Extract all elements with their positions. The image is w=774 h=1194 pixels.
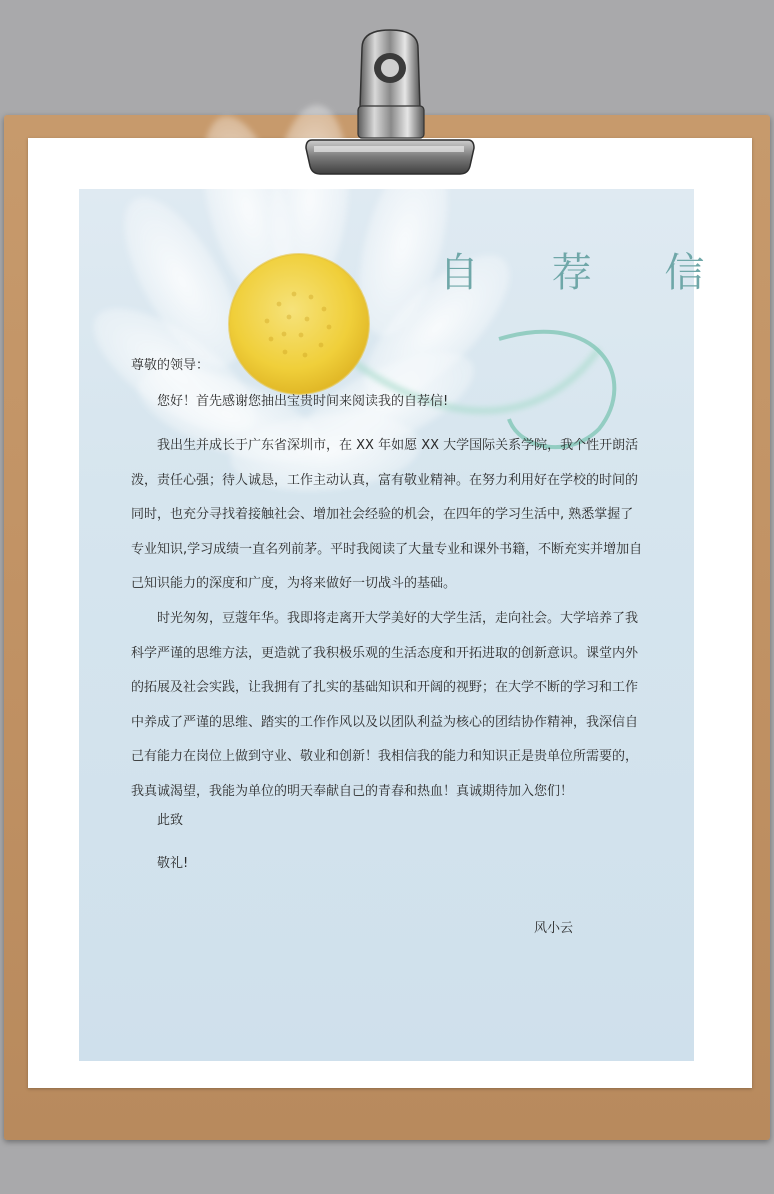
salutation: 尊敬的领导： [131,358,210,373]
body-paragraph-1: 我出生并成长于广东省深圳市，在 XX 年如愿 XX 大学国际关系学院，我个性开朗活泼，责任心强；待人诚恳，工作主动认真，富有敬业精神。在努力利用好在学校的时间的同时，也充分寻找着接触社会、增加社会经验的机会，在四年的学习生活中, 熟悉掌握了专业知识,学习成绩一直名列前茅。平时我阅读了大量专业和课外书籍，不断充实并增加自己知识能力的深度和广度，为将来做好一切战斗的基础。 [131,438,643,592]
closing-line-1: 此致 [157,813,184,828]
body-paragraph-2: 时光匆匆，豆蔻年华。我即将走离开大学美好的大学生活，走向社会。大学培养了我科学严谨的思维方法，更造就了我积极乐观的生活态度和开拓进取的创新意识。课堂内外的拓展及社会实践，让我拥有了扎实的基础知识和开阔的视野；在大学不断的学习和工作中养成了严谨的思维、踏实的工作作风以及以团队利益为核心的团结协作精神，我深信自己有能力在岗位上做到守业、敬业和创新！我相信我的能力和知识正是贵单位所需要的，我真诚渴望，我能为单位的明天奉献自己的青春和热血！真诚期待加入您们！ [131,611,639,799]
signature: 风小云 [534,921,574,936]
closing-line-2: 敬礼! [157,856,189,871]
letter-page [79,189,735,1061]
letter-title: 自 荐 信 [439,250,735,296]
opening-line: 您好！首先感谢您抽出宝贵时间来阅读我的自荐信! [157,394,449,409]
binder-clip-icon [300,28,476,178]
